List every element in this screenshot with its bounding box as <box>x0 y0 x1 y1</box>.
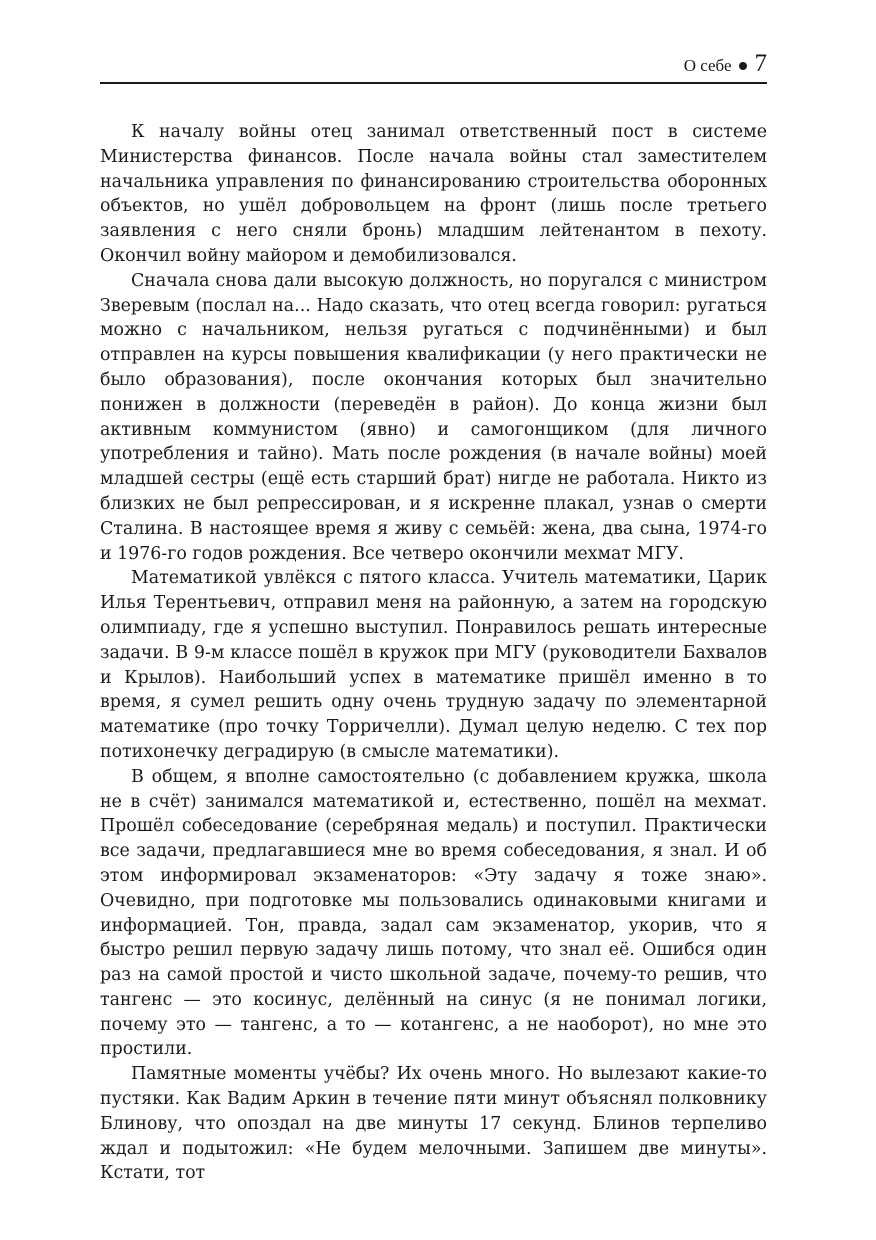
paragraph-3: Математикой увлёкся с пятого класса. Учитель математики, Царик Илья Терентьевич, отправил меня на районную, а затем на городскую олимпиаду, где я успешно выступил. Понравилось решать интересные задачи. В 9-м классе пошёл в кружок при МГУ (руководители Бахвалов и Крылов). Наибольший успех в математике пришёл именно в то время, я сумел решить одну очень трудную задачу по элементарной математике (про точку Торричелли). Думал целую неделю. С тех пор потихонечку деградирую (в смысле математики). <box>100 568 767 762</box>
paragraph-1: К началу войны отец занимал ответственный пост в системе Министерства финансов. После начала войны стал заместителем начальника управления по финансированию строительства оборонных объектов, но ушёл добровольцем на фронт (лишь после третьего заявления с него сняли бронь) младшим лейтенантом в пехоту. Окончил войну майором и демобилизовался. <box>100 122 767 266</box>
section-title: О себе <box>683 56 732 75</box>
running-header <box>100 52 767 84</box>
paragraph-4: В общем, я вполне самостоятельно (с добавлением кружка, школа не в счёт) занимался математикой и, естественно, пошёл на мехмат. Прошёл собеседование (серебряная медаль) и поступил. Практически все задачи, предлагавшиеся мне во время собеседования, я знал. И об этом информировал экзаменаторов: «Эту задачу я тоже знаю». Очевидно, при подготовке мы пользовались одинаковыми книгами и информацией. Тон, правда, задал сам экзаменатор, укорив, что я быстро решил первую задачу лишь потому, что знал её. Ошибся один раз на самой простой и чисто школьной задаче, почему-то решив, что тангенс — это косинус, делённый на синус (я не понимал логики, почему это — тангенс, а то — котангенс, а не наоборот), но мне это простили. <box>100 766 767 1060</box>
header-inner <box>684 50 767 78</box>
page-number: 7 <box>754 50 767 77</box>
bullet-separator-icon <box>739 62 747 70</box>
paragraph-2: Сначала снова дали высокую должность, но поругался с министром Зверевым (послал на... Надо сказать, что отец всегда говорил: ругаться можно с начальником, нельзя ругаться с подчинёнными) и был отправлен на курсы повышения квалификации (у него практически не было образования), после окончания которых был значительно понижен в должности (переведён в район). До конца жизни был активным коммунистом (явно) и самогонщиком (для личного употребления и тайно). Мать после рождения (в начале войны) моей младшей сестры (ещё есть старший брат) нигде не работала. Никто из близких не был репрессирован, и я искренне плакал, узнав о смерти Сталина. В настоящее время я живу с семьёй: жена, два сына, 1974-го и 1976-го годов рождения. Все четверо окончили мехмат МГУ. <box>100 270 767 564</box>
body-text <box>100 120 767 1186</box>
paragraph-5: Памятные моменты учёбы? Их очень много. Но вылезают какие-то пустяки. Как Вадим Аркин в течение пяти минут объяснял полковнику Блинову, что опоздал на две минуты 17 секунд. Блинов терпеливо ждал и подытожил: «Не будем мелочными. Запишем две минуты». Кстати, тот <box>100 1064 767 1184</box>
